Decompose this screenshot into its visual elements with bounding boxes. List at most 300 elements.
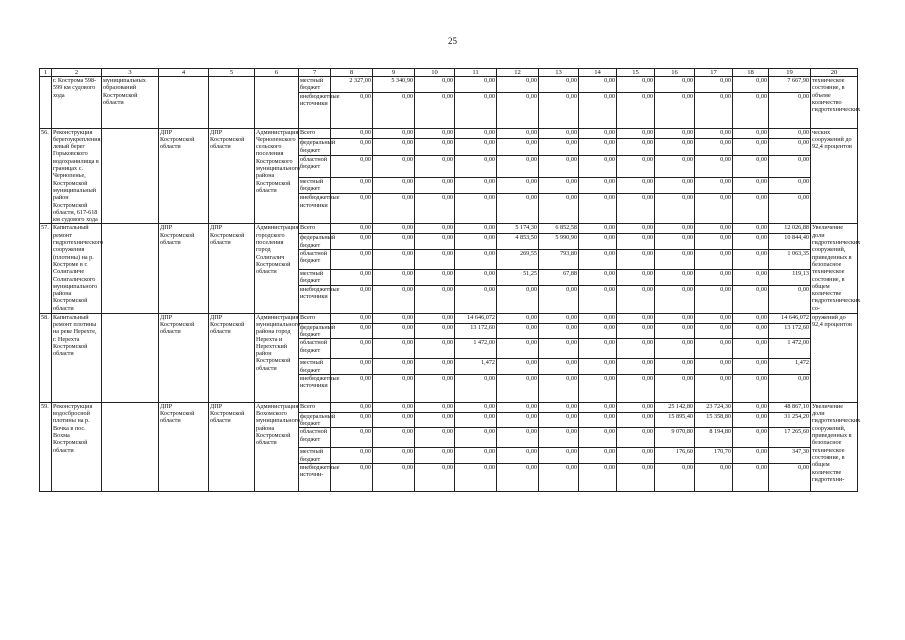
- amount-cell: 7 667,90: [769, 77, 811, 93]
- amount-cell: 23 724,30: [695, 402, 733, 412]
- amount-cell: 0,00: [695, 250, 733, 270]
- column-header-18: 18: [733, 69, 769, 77]
- amount-cell: 0,00: [455, 128, 497, 139]
- amount-cell: 0,00: [415, 224, 455, 234]
- amount-cell: 67,88: [539, 270, 579, 286]
- amount-cell: 0,00: [695, 177, 733, 194]
- column-header-2: 2: [52, 69, 102, 77]
- amount-cell: 0,00: [617, 270, 655, 286]
- amount-cell: 0,00: [539, 412, 579, 428]
- amount-cell: 1 063,35: [769, 250, 811, 270]
- amount-cell: 6 852,58: [539, 224, 579, 234]
- amount-cell: 0,00: [331, 323, 373, 339]
- amount-cell: 0,00: [331, 177, 373, 194]
- amount-cell: 12 026,88: [769, 224, 811, 234]
- funding-source: местный бюджет: [299, 359, 331, 375]
- amount-cell: 0,00: [579, 285, 617, 313]
- amount-cell: 0,00: [331, 194, 373, 224]
- amount-cell: 0,00: [497, 313, 539, 323]
- amount-cell: 5 990,90: [539, 234, 579, 250]
- amount-cell: 0,00: [655, 139, 695, 156]
- amount-cell: 0,00: [655, 374, 695, 402]
- amount-cell: 0,00: [415, 128, 455, 139]
- amount-cell: 0,00: [695, 285, 733, 313]
- amount-cell: 0,00: [331, 359, 373, 375]
- amount-cell: 0,00: [373, 428, 415, 448]
- column-number-row: [40, 69, 858, 77]
- funding-source: областной бюджет: [299, 428, 331, 448]
- amount-cell: 0,00: [373, 224, 415, 234]
- amount-cell: 0,00: [617, 359, 655, 375]
- amount-cell: 0,00: [373, 285, 415, 313]
- amount-cell: 0,00: [415, 313, 455, 323]
- amount-cell: 0,00: [769, 92, 811, 128]
- funding-source: местный бюджет: [299, 77, 331, 93]
- amount-cell: 0,00: [373, 194, 415, 224]
- amount-cell: 0,00: [539, 177, 579, 194]
- coordinator-cell: ДПР Костромской области: [209, 313, 255, 402]
- table-row: [40, 128, 858, 139]
- amount-cell: 0,00: [455, 156, 497, 177]
- customer-cell: ДПР Костромской области: [159, 313, 209, 402]
- amount-cell: 0,00: [373, 92, 415, 128]
- amount-cell: 0,00: [331, 428, 373, 448]
- amount-cell: 14 646,072: [455, 313, 497, 323]
- amount-cell: 0,00: [579, 139, 617, 156]
- amount-cell: 13 172,60: [455, 323, 497, 339]
- amount-cell: 0,00: [539, 448, 579, 464]
- amount-cell: 13 172,60: [769, 323, 811, 339]
- funding-source: местный бюджет: [299, 448, 331, 464]
- amount-cell: 25 142,80: [655, 402, 695, 412]
- amount-cell: 0,00: [617, 374, 655, 402]
- amount-cell: 0,00: [579, 128, 617, 139]
- coordinator-cell: ДПР Костромской области: [209, 402, 255, 491]
- funding-source: Всего: [299, 128, 331, 139]
- amount-cell: 0,00: [733, 323, 769, 339]
- amount-cell: 0,00: [415, 194, 455, 224]
- amount-cell: 269,55: [497, 250, 539, 270]
- amount-cell: 0,00: [497, 359, 539, 375]
- funding-source: областной бюджет: [299, 339, 331, 359]
- amount-cell: 0,00: [331, 224, 373, 234]
- amount-cell: 4 853,50: [497, 234, 539, 250]
- amount-cell: 0,00: [655, 250, 695, 270]
- amount-cell: 0,00: [655, 77, 695, 93]
- amount-cell: 0,00: [769, 139, 811, 156]
- column-header-17: 17: [695, 69, 733, 77]
- amount-cell: 0,00: [733, 313, 769, 323]
- amount-cell: 0,00: [455, 234, 497, 250]
- executor-cell: [255, 77, 299, 129]
- amount-cell: 0,00: [733, 402, 769, 412]
- amount-cell: 0,00: [373, 250, 415, 270]
- amount-cell: 0,00: [733, 139, 769, 156]
- amount-cell: 0,00: [539, 428, 579, 448]
- amount-cell: 0,00: [695, 313, 733, 323]
- amount-cell: 0,00: [373, 412, 415, 428]
- budget-table-wrapper: [39, 68, 861, 492]
- column-header-1: 1: [40, 69, 52, 77]
- amount-cell: 0,00: [415, 234, 455, 250]
- amount-cell: 0,00: [455, 250, 497, 270]
- funding-source: федеральный бюджет: [300, 234, 336, 249]
- amount-cell: 0,00: [733, 448, 769, 464]
- amount-cell: 0,00: [415, 250, 455, 270]
- amount-cell: 0,00: [579, 428, 617, 448]
- amount-cell: 0,00: [497, 428, 539, 448]
- project-name: Реконструкция берегоукрепления, левый берег Горьковского водохранилища в границах с. Чернопенье, Костромской муниципальный район Костромской области, 617-618 км судового хода: [53, 128, 102, 224]
- amount-cell: 0,00: [497, 285, 539, 313]
- amount-cell: 0,00: [539, 464, 579, 492]
- amount-cell: 0,00: [769, 374, 811, 402]
- amount-cell: 0,00: [695, 128, 733, 139]
- amount-cell: 0,00: [331, 464, 373, 492]
- amount-cell: 0,00: [497, 77, 539, 93]
- amount-cell: 0,00: [655, 128, 695, 139]
- amount-cell: 0,00: [497, 374, 539, 402]
- coordinator-cell: [209, 77, 255, 129]
- amount-cell: 0,00: [617, 339, 655, 359]
- amount-cell: 0,00: [373, 323, 415, 339]
- amount-cell: 0,00: [579, 464, 617, 492]
- amount-cell: 51,25: [497, 270, 539, 286]
- amount-cell: 0,00: [733, 224, 769, 234]
- amount-cell: 0,00: [617, 77, 655, 93]
- amount-cell: 0,00: [539, 323, 579, 339]
- amount-cell: 0,00: [331, 270, 373, 286]
- amount-cell: 0,00: [579, 339, 617, 359]
- amount-cell: 0,00: [331, 313, 373, 323]
- amount-cell: 0,00: [733, 270, 769, 286]
- municipality-cell: [102, 313, 159, 402]
- amount-cell: 17 265,60: [769, 428, 811, 448]
- amount-cell: 0,00: [579, 270, 617, 286]
- amount-cell: 0,00: [617, 285, 655, 313]
- amount-cell: 0,00: [415, 92, 455, 128]
- amount-cell: 0,00: [415, 285, 455, 313]
- amount-cell: 0,00: [331, 128, 373, 139]
- funding-source: Всего: [299, 313, 331, 323]
- executor-cell: Администрация муниципального района город Нерехта и Нерехтский район Костромской области: [255, 313, 299, 402]
- amount-cell: 0,00: [373, 177, 415, 194]
- funding-source: местный бюджет: [299, 270, 331, 286]
- column-header-8: 8: [331, 69, 373, 77]
- amount-cell: 0,00: [539, 156, 579, 177]
- amount-cell: 0,00: [769, 464, 811, 492]
- amount-cell: 0,00: [579, 234, 617, 250]
- amount-cell: 0,00: [733, 194, 769, 224]
- amount-cell: 0,00: [695, 139, 733, 156]
- column-header-9: 9: [373, 69, 415, 77]
- customer-cell: ДПР Костромской области: [159, 402, 209, 491]
- amount-cell: 0,00: [579, 156, 617, 177]
- column-header-3: 3: [102, 69, 159, 77]
- amount-cell: 0,00: [497, 156, 539, 177]
- amount-cell: 0,00: [455, 285, 497, 313]
- funding-source: федеральный бюджет: [300, 323, 336, 338]
- amount-cell: 0,00: [655, 234, 695, 250]
- amount-cell: 0,00: [455, 374, 497, 402]
- amount-cell: 0,00: [539, 92, 579, 128]
- amount-cell: 0,00: [415, 177, 455, 194]
- amount-cell: 0,00: [373, 270, 415, 286]
- municipality-cell: [102, 224, 159, 313]
- row-number: [40, 77, 52, 129]
- budget-table: [39, 68, 861, 492]
- amount-cell: 0,00: [655, 177, 695, 194]
- project-name: г. Кострома 598-599 км судового хода: [52, 77, 102, 129]
- amount-cell: 0,00: [695, 92, 733, 128]
- amount-cell: 0,00: [733, 250, 769, 270]
- column-header-6: 6: [255, 69, 299, 77]
- project-name: Капитальный ремонт гидротехнического сооружения (плотины) на р. Костроме в г. Солигаличе Солигаличского муниципального района Костромской области: [53, 224, 104, 312]
- coordinator-cell: ДПР Костромской области: [209, 224, 255, 313]
- amount-cell: 0,00: [769, 177, 811, 194]
- amount-cell: 0,00: [655, 224, 695, 234]
- amount-cell: 0,00: [769, 194, 811, 224]
- amount-cell: 0,00: [539, 374, 579, 402]
- amount-cell: 0,00: [579, 250, 617, 270]
- amount-cell: 0,00: [655, 92, 695, 128]
- amount-cell: 0,00: [415, 139, 455, 156]
- amount-cell: 0,00: [579, 402, 617, 412]
- amount-cell: 0,00: [617, 402, 655, 412]
- amount-cell: 170,70: [695, 448, 733, 464]
- table-row: [40, 402, 858, 412]
- funding-source: внебюджетные источники: [299, 285, 331, 313]
- amount-cell: 0,00: [455, 464, 497, 492]
- amount-cell: 0,00: [617, 250, 655, 270]
- funding-source: Всего: [299, 224, 331, 234]
- amount-cell: 0,00: [373, 402, 415, 412]
- amount-cell: 0,00: [415, 402, 455, 412]
- project-name: Капитальный ремонт плотины на реке Нерехте, г. Нерехта Костромской области: [52, 313, 102, 402]
- result-indicator: техническое состояние, в объеме количество гидротехнических: [811, 77, 858, 129]
- funding-source: федеральный бюджет: [300, 412, 336, 428]
- amount-cell: 0,00: [617, 177, 655, 194]
- amount-cell: 0,00: [655, 313, 695, 323]
- amount-cell: 0,00: [617, 224, 655, 234]
- amount-cell: 0,00: [539, 128, 579, 139]
- amount-cell: 0,00: [617, 448, 655, 464]
- row-number: 56.: [40, 128, 52, 224]
- amount-cell: 10 844,40: [769, 234, 811, 250]
- amount-cell: 0,00: [497, 128, 539, 139]
- funding-source: Всего: [299, 402, 331, 412]
- amount-cell: 0,00: [415, 77, 455, 93]
- amount-cell: 0,00: [415, 323, 455, 339]
- amount-cell: 1 472,00: [769, 339, 811, 359]
- amount-cell: 0,00: [497, 194, 539, 224]
- amount-cell: 0,00: [695, 156, 733, 177]
- amount-cell: 0,00: [695, 359, 733, 375]
- amount-cell: 0,00: [539, 285, 579, 313]
- amount-cell: 0,00: [497, 92, 539, 128]
- amount-cell: 0,00: [373, 464, 415, 492]
- amount-cell: 0,00: [497, 323, 539, 339]
- amount-cell: 0,00: [539, 77, 579, 93]
- amount-cell: 0,00: [769, 285, 811, 313]
- amount-cell: 0,00: [617, 313, 655, 323]
- amount-cell: 0,00: [769, 156, 811, 177]
- amount-cell: 0,00: [539, 402, 579, 412]
- amount-cell: 0,00: [579, 313, 617, 323]
- amount-cell: 0,00: [695, 339, 733, 359]
- amount-cell: 0,00: [331, 339, 373, 359]
- column-header-19: 19: [769, 69, 811, 77]
- executor-cell: Администрация Вохомского муниципального района Костромской области: [255, 402, 299, 491]
- amount-cell: 0,00: [455, 194, 497, 224]
- amount-cell: 0,00: [733, 359, 769, 375]
- amount-cell: 0,00: [331, 402, 373, 412]
- amount-cell: 0,00: [331, 374, 373, 402]
- amount-cell: 0,00: [655, 339, 695, 359]
- amount-cell: 0,00: [415, 428, 455, 448]
- column-header-16: 16: [655, 69, 695, 77]
- row-number: 59.: [40, 402, 52, 491]
- amount-cell: 0,00: [415, 448, 455, 464]
- amount-cell: 0,00: [617, 428, 655, 448]
- amount-cell: 0,00: [373, 374, 415, 402]
- amount-cell: 0,00: [539, 139, 579, 156]
- amount-cell: 0,00: [733, 285, 769, 313]
- amount-cell: 0,00: [331, 285, 373, 313]
- amount-cell: 0,00: [695, 224, 733, 234]
- funding-source: федеральный бюджет: [300, 139, 336, 154]
- result-indicator: Увеличение доли гидротехнических сооружений, приведенных в безопасное техническое состояние, в общем количестве гидротехнических со-: [812, 224, 861, 312]
- table-body: [40, 77, 861, 492]
- column-header-15: 15: [617, 69, 655, 77]
- coordinator-cell: ДПР Костромской области: [209, 128, 255, 224]
- amount-cell: 31 254,20: [769, 412, 811, 428]
- amount-cell: 0,00: [373, 234, 415, 250]
- table-row: [40, 77, 858, 93]
- row-number: 57.: [40, 224, 52, 313]
- amount-cell: 0,00: [579, 374, 617, 402]
- amount-cell: 0,00: [415, 464, 455, 492]
- amount-cell: 347,30: [769, 448, 811, 464]
- column-header-13: 13: [539, 69, 579, 77]
- amount-cell: 0,00: [733, 412, 769, 428]
- amount-cell: 0,00: [455, 448, 497, 464]
- amount-cell: 0,00: [539, 313, 579, 323]
- amount-cell: 0,00: [579, 92, 617, 128]
- amount-cell: 0,00: [695, 374, 733, 402]
- amount-cell: 1,472: [455, 359, 497, 375]
- amount-cell: 0,00: [539, 359, 579, 375]
- amount-cell: 0,00: [497, 139, 539, 156]
- amount-cell: 0,00: [455, 412, 497, 428]
- amount-cell: 0,00: [455, 402, 497, 412]
- amount-cell: 0,00: [655, 270, 695, 286]
- amount-cell: 15 358,80: [695, 412, 733, 428]
- amount-cell: 0,00: [455, 177, 497, 194]
- column-header-12: 12: [497, 69, 539, 77]
- amount-cell: 0,00: [497, 339, 539, 359]
- column-header-10: 10: [415, 69, 455, 77]
- amount-cell: 0,00: [617, 412, 655, 428]
- amount-cell: 2 327,00: [331, 77, 373, 93]
- result-indicator: оружений до 92,4 процентов: [811, 313, 858, 402]
- amount-cell: 48 867,10: [769, 402, 811, 412]
- amount-cell: 0,00: [415, 156, 455, 177]
- page-number: 25: [448, 36, 457, 46]
- amount-cell: 0,00: [497, 177, 539, 194]
- amount-cell: 0,00: [655, 285, 695, 313]
- amount-cell: 0,00: [579, 323, 617, 339]
- amount-cell: 0,00: [695, 194, 733, 224]
- amount-cell: 0,00: [455, 270, 497, 286]
- project-name: Реконструкция водосбросной плотины на р. Вочка в пос. Вохма Костромской области: [52, 402, 102, 491]
- column-header-4: 4: [159, 69, 209, 77]
- amount-cell: 0,00: [733, 234, 769, 250]
- customer-cell: [159, 77, 209, 129]
- amount-cell: 0,00: [617, 92, 655, 128]
- amount-cell: 0,00: [373, 128, 415, 139]
- funding-source: областной бюджет: [299, 156, 331, 177]
- amount-cell: 0,00: [695, 323, 733, 339]
- amount-cell: 15 895,40: [655, 412, 695, 428]
- amount-cell: 0,00: [695, 234, 733, 250]
- amount-cell: 0,00: [655, 464, 695, 492]
- amount-cell: 0,00: [331, 156, 373, 177]
- amount-cell: 0,00: [617, 128, 655, 139]
- amount-cell: 1 472,00: [455, 339, 497, 359]
- row-number: 58.: [40, 313, 52, 402]
- amount-cell: 0,00: [497, 464, 539, 492]
- column-header-7: 7: [299, 69, 331, 77]
- amount-cell: 0,00: [455, 428, 497, 448]
- customer-cell: ДПР Костромской области: [159, 224, 209, 313]
- funding-source: местный бюджет: [299, 177, 331, 194]
- amount-cell: 0,00: [497, 402, 539, 412]
- table-row: [40, 313, 858, 323]
- amount-cell: 0,00: [331, 448, 373, 464]
- column-header-5: 5: [209, 69, 255, 77]
- amount-cell: 0,00: [373, 139, 415, 156]
- amount-cell: 0,00: [579, 224, 617, 234]
- amount-cell: 0,00: [617, 194, 655, 224]
- amount-cell: 0,00: [373, 313, 415, 323]
- amount-cell: 0,00: [733, 177, 769, 194]
- amount-cell: 0,00: [733, 77, 769, 93]
- amount-cell: 0,00: [695, 270, 733, 286]
- amount-cell: 0,00: [733, 156, 769, 177]
- amount-cell: 0,00: [733, 374, 769, 402]
- amount-cell: 0,00: [579, 77, 617, 93]
- amount-cell: 5 340,90: [373, 77, 415, 93]
- amount-cell: 0,00: [497, 412, 539, 428]
- amount-cell: 0,00: [539, 194, 579, 224]
- amount-cell: 0,00: [331, 92, 373, 128]
- amount-cell: 0,00: [373, 156, 415, 177]
- result-indicator: Увеличение доли гидротехнических сооружений, приведенных в безопасное техническое состояние, в общем количестве гидротехни-: [811, 402, 858, 491]
- amount-cell: 14 646,072: [769, 313, 811, 323]
- amount-cell: 0,00: [579, 412, 617, 428]
- column-header-20: 20: [811, 69, 858, 77]
- funding-source: внебюджетные источники: [299, 374, 331, 402]
- amount-cell: 0,00: [617, 234, 655, 250]
- amount-cell: 0,00: [373, 448, 415, 464]
- amount-cell: 0,00: [733, 464, 769, 492]
- executor-cell: Администрация Чернопенского сельского поселения Костромского муниципального района Костромской области: [255, 128, 299, 224]
- amount-cell: 0,00: [455, 77, 497, 93]
- amount-cell: 0,00: [455, 139, 497, 156]
- customer-cell: ДПР Костромской области: [159, 128, 209, 224]
- funding-source: внебюджетные источники: [299, 194, 331, 224]
- column-header-14: 14: [579, 69, 617, 77]
